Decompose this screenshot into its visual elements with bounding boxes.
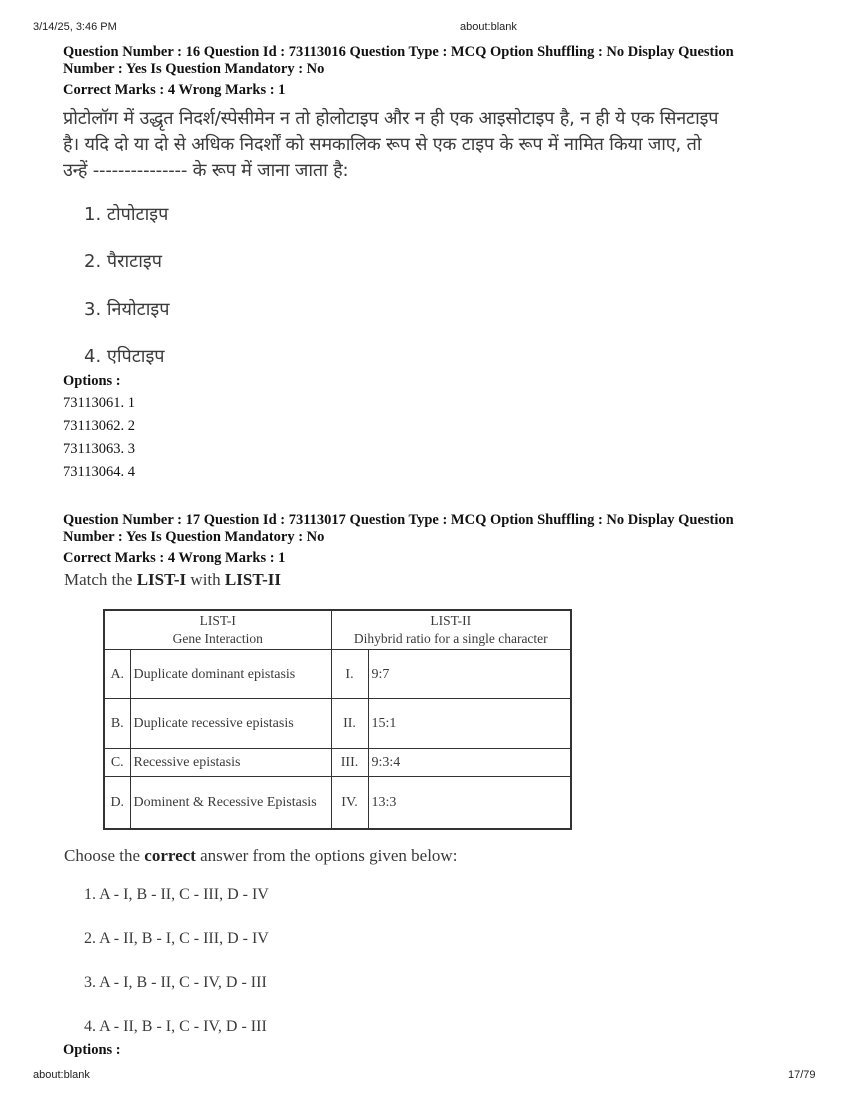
match-table <box>103 609 572 830</box>
dihybrid-ratio: 15:1 <box>368 699 571 749</box>
list2-header <box>331 610 571 650</box>
row-numeral: IV. <box>331 777 368 829</box>
q17-choice-3: 3. A - I, B - II, C - IV, D - III <box>84 974 267 991</box>
q16-meta-line2: Number : Yes Is Question Mandatory : No <box>63 61 325 77</box>
q17-intro-list2: LIST-II <box>224 570 281 589</box>
row-letter: D. <box>104 777 130 829</box>
q16-option-1: 73113061. 1 <box>63 395 135 411</box>
list2-title: LIST-II <box>430 613 472 628</box>
q16-text-line3: उन्हें --------------- के रूप में जाना जाता है: <box>63 160 349 181</box>
table-row <box>104 749 571 777</box>
print-title: about:blank <box>460 21 517 33</box>
dihybrid-ratio: 13:3 <box>368 777 571 829</box>
q16-text-line1: प्रोटोलॉग में उद्धृत निदर्श/स्पेसीमेन न तो होलोटाइप और न ही एक आइसोटाइप है, न ही ये एक सिनटाइप <box>63 108 719 129</box>
row-letter: B. <box>104 699 130 749</box>
print-datetime: 3/14/25, 3:46 PM <box>33 21 117 33</box>
q17-instruction-post: answer from the options given below: <box>195 846 458 865</box>
q16-choice-3: 3. नियोटाइप <box>84 299 170 320</box>
row-numeral: II. <box>331 699 368 749</box>
print-page-number: 17/79 <box>788 1069 816 1081</box>
q16-options-label: Options : <box>63 373 121 389</box>
q16-choice-1: 1. टोपोटाइप <box>84 204 169 225</box>
gene-interaction: Recessive epistasis <box>130 749 331 777</box>
row-numeral: III. <box>331 749 368 777</box>
q17-choice-2: 2. A - II, B - I, C - III, D - IV <box>84 930 269 947</box>
q16-choice-4: 4. एपिटाइप <box>84 346 165 367</box>
list2-subtitle: Dihybrid ratio for a single character <box>353 631 548 646</box>
q17-intro-list1: LIST-I <box>136 570 187 589</box>
dihybrid-ratio: 9:3:4 <box>368 749 571 777</box>
q16-meta-line1: Question Number : 16 Question Id : 73113016 Question Type : MCQ Option Shuffling : No Display Question <box>63 44 734 60</box>
q16-marks: Correct Marks : 4 Wrong Marks : 1 <box>63 82 286 98</box>
gene-interaction: Duplicate dominant epistasis <box>130 650 331 699</box>
row-letter: C. <box>104 749 130 777</box>
q16-option-2: 73113062. 2 <box>63 418 135 434</box>
q16-text-line2: है। यदि दो या दो से अधिक निदर्शों को समकालिक रूप से एक टाइप के रूप में नामित किया जाए, तो <box>63 134 702 155</box>
table-row <box>104 777 571 829</box>
gene-interaction: Dominent & Recessive Epistasis <box>130 777 331 829</box>
list1-subtitle: Gene Interaction <box>172 631 263 646</box>
print-footer-url: about:blank <box>33 1069 90 1081</box>
q17-intro-mid: with <box>186 570 225 589</box>
gene-interaction: Duplicate recessive epistasis <box>130 699 331 749</box>
table-row <box>104 650 571 699</box>
q17-choice-1: 1. A - I, B - II, C - III, D - IV <box>84 886 269 903</box>
dihybrid-ratio: 9:7 <box>368 650 571 699</box>
list1-header <box>104 610 331 650</box>
q16-option-4: 73113064. 4 <box>63 464 135 480</box>
q17-marks: Correct Marks : 4 Wrong Marks : 1 <box>63 550 286 566</box>
q17-instruction-bold: correct <box>144 846 196 865</box>
q17-instruction-pre: Choose the <box>64 846 145 865</box>
match-table-header-row <box>104 610 571 650</box>
q16-option-3: 73113063. 3 <box>63 441 135 457</box>
q17-intro-pre: Match the <box>64 570 137 589</box>
list1-title: LIST-I <box>199 613 236 628</box>
q17-intro <box>64 570 281 590</box>
q17-meta-line1: Question Number : 17 Question Id : 73113017 Question Type : MCQ Option Shuffling : No Display Question <box>63 512 734 528</box>
q17-instruction <box>64 846 457 866</box>
q17-options-label: Options : <box>63 1042 121 1058</box>
q17-meta-line2: Number : Yes Is Question Mandatory : No <box>63 529 325 545</box>
row-letter: A. <box>104 650 130 699</box>
q17-choice-4: 4. A - II, B - I, C - IV, D - III <box>84 1018 267 1035</box>
row-numeral: I. <box>331 650 368 699</box>
table-row <box>104 699 571 749</box>
q16-choice-2: 2. पैराटाइप <box>84 251 162 272</box>
